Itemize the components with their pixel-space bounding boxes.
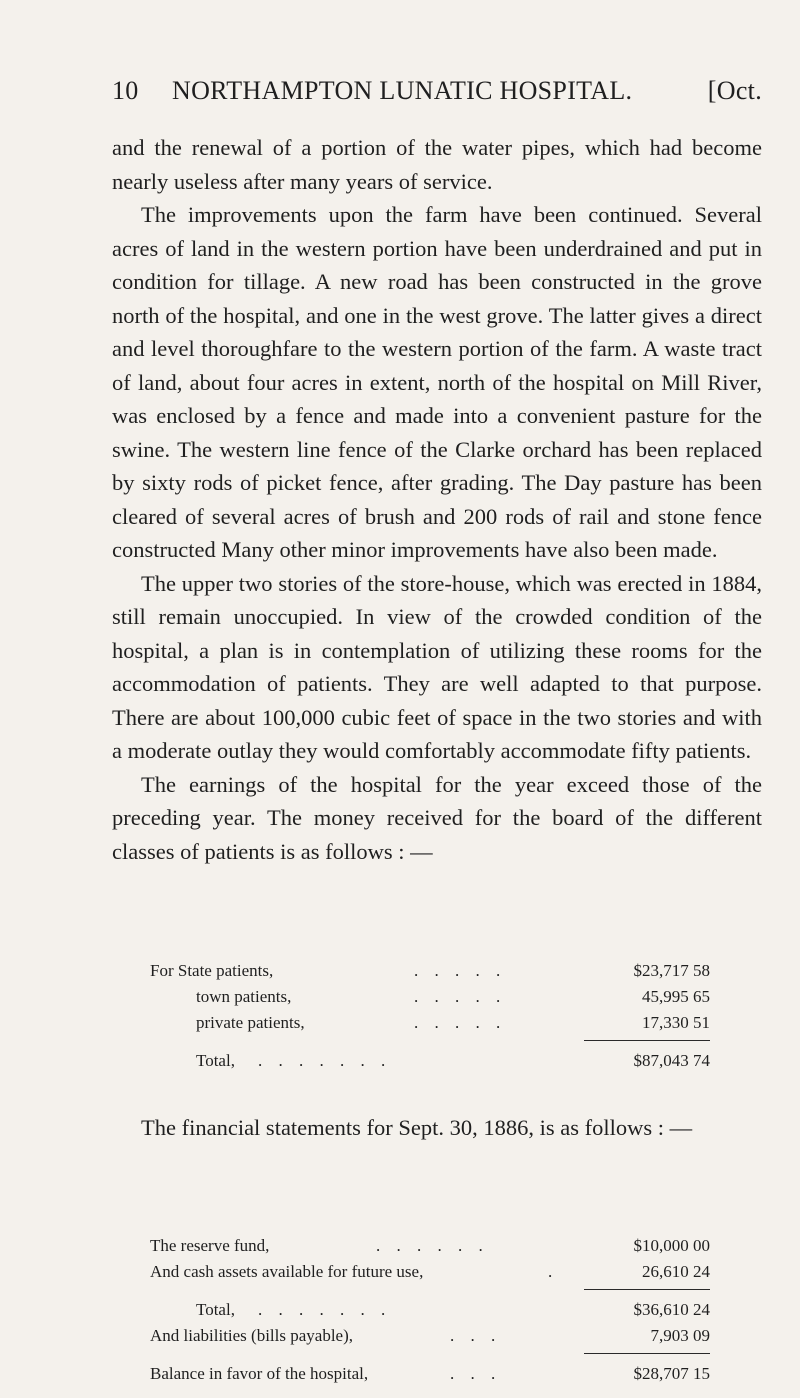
- row-amount: $23,717 58: [633, 961, 710, 980]
- row-amount: 17,330 51: [642, 1013, 710, 1032]
- paragraph: The upper two stories of the store-house, which was erected in 1884, still remain unoccupied. In view of the crowded condition of the hospital, a plan is in contemplation of utilizing these rooms for the accommodation of patients. They are well adapted to that purpose. There are about 100,000 cubic feet of space in the two stories and with a moderate outlay they would comfortably accommodate fifty patients.: [112, 570, 762, 763]
- sum-rule: [584, 1353, 710, 1354]
- sum-rule-area: [150, 1285, 710, 1297]
- total-label: Total,: [196, 1300, 235, 1319]
- table-row: [150, 1233, 710, 1259]
- total-row: [150, 1297, 710, 1323]
- paragraph: and the renewal of a portion of the water pipes, which had become nearly useless after many years of service.: [112, 135, 762, 194]
- leader-dots: . . .: [450, 1364, 502, 1383]
- balance-amount: $28,707 15: [633, 1364, 710, 1383]
- running-header: [112, 76, 762, 110]
- table-row: [150, 1010, 710, 1036]
- table-row: [150, 958, 710, 984]
- sum-rule-area: [150, 1349, 710, 1361]
- balance-label: Balance in favor of the hospital,: [150, 1364, 369, 1383]
- leader-dots: . . . . .: [414, 987, 507, 1006]
- leader-dots: . . . . . .: [376, 1236, 489, 1255]
- liabilities-row: [150, 1323, 710, 1349]
- balance-row: [150, 1361, 710, 1387]
- leader-dots: . . . . . . .: [258, 1051, 392, 1070]
- paragraph: The earnings of the hospital for the year exceed those of the preceding year. The money received for the board of the different classes of patients is as follows : —: [112, 771, 762, 864]
- financial-table: [150, 1233, 710, 1387]
- row-label: For State patients,: [150, 961, 274, 980]
- row-label: And cash assets available for future use,: [150, 1262, 424, 1281]
- leader-dots: .: [548, 1262, 559, 1281]
- leader-dots: . . .: [450, 1326, 502, 1345]
- running-title: NORTHAMPTON LUNATIC HOSPITAL.: [172, 76, 633, 105]
- row-amount: 7,903 09: [650, 1326, 710, 1345]
- table-row: [150, 1259, 710, 1285]
- leader-dots: . . . . . . .: [258, 1300, 392, 1319]
- leader-dots: . . . . .: [414, 1013, 507, 1032]
- sum-rule: [584, 1289, 710, 1290]
- row-label: private patients,: [196, 1013, 305, 1032]
- paragraph: The improvements upon the farm have been continued. Several acres of land in the western portion have been underdrained and put in condition for tillage. A new road has been constructed in the grove north of the hospital, and one in the west grove. The latter gives a direct and level thoroughfare to the western portion of the farm. A waste tract of land, about four acres in extent, north of the hospital on Mill River, was enclosed by a fence and made into a convenient pasture for the swine. The western line fence of the Clarke orchard has been replaced by sixty rods of picket fence, after grading. The Day pasture has been cleared of several acres of brush and 200 rods of rail and stone fence constructed Many other minor improvements have also been made.: [112, 202, 762, 562]
- running-month: [Oct.: [707, 76, 762, 105]
- total-amount: $36,610 24: [633, 1300, 710, 1319]
- paragraph: The financial statements for Sept. 30, 1886, is as follows : —: [141, 1115, 693, 1140]
- row-label: town patients,: [196, 987, 292, 1006]
- row-label: The reserve fund,: [150, 1236, 270, 1255]
- table-row: [150, 984, 710, 1010]
- total-row: [150, 1048, 710, 1074]
- sum-rule-area: [150, 1036, 710, 1048]
- total-label: Total,: [196, 1051, 235, 1070]
- sum-rule: [584, 1040, 710, 1041]
- financial-intro: [112, 1111, 762, 1145]
- leader-dots: . . . . .: [414, 961, 507, 980]
- row-amount: 45,995 65: [642, 987, 710, 1006]
- total-amount: $87,043 74: [633, 1051, 710, 1070]
- earnings-table: [150, 958, 710, 1074]
- row-amount: $10,000 00: [633, 1236, 710, 1255]
- row-amount: 26,610 24: [642, 1262, 710, 1281]
- page-number: 10: [112, 76, 139, 105]
- row-label: And liabilities (bills payable),: [150, 1326, 354, 1345]
- body-text: [112, 131, 762, 868]
